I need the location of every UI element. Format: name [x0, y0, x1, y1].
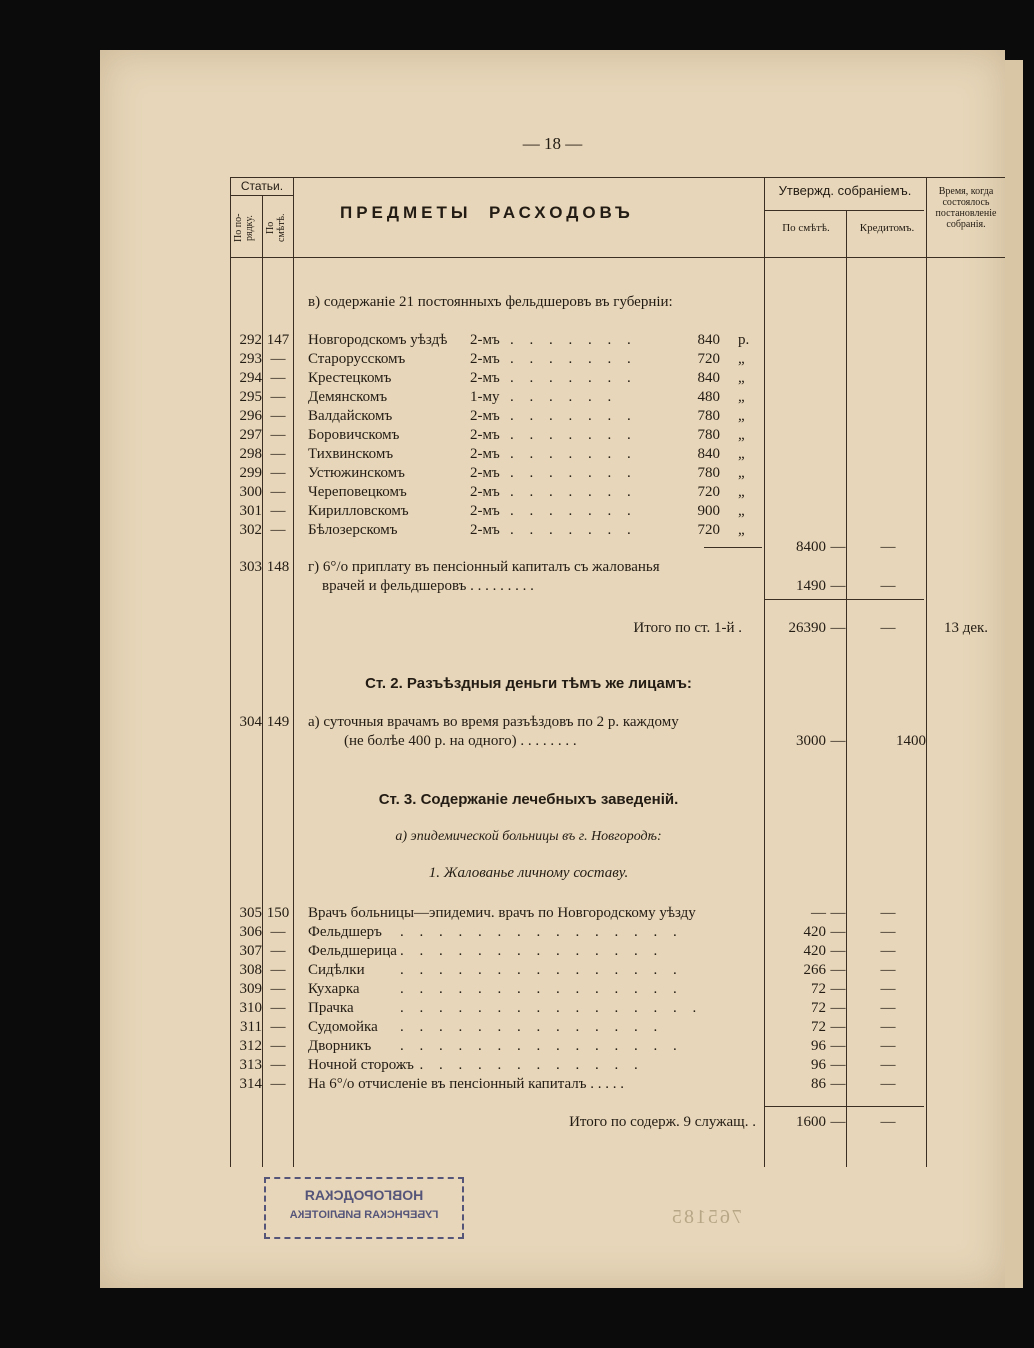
row-number: 299 [239, 465, 262, 481]
row-number: 311 [240, 1019, 262, 1035]
header-po-smete: По смѣтѣ. [782, 222, 830, 234]
row-leader-dots: . . . . . . . [510, 351, 637, 367]
faint-inventory-number: 765185 [670, 1206, 742, 1228]
kredit-dash: — [830, 981, 846, 997]
row-number: 305 [239, 905, 262, 921]
row-leader-dots: . . . . . . . . . . . . . [400, 1057, 644, 1073]
kredit-dash: — [830, 1076, 846, 1092]
row-estimate-number: — [270, 522, 286, 538]
row-amount: — [811, 905, 826, 921]
table-row [100, 558, 1005, 577]
row-leader-dots: . . . . . . . [510, 484, 637, 500]
kredit-dash: — [880, 1076, 896, 1092]
row-number: 302 [239, 522, 262, 538]
row-amount: 780 [697, 427, 720, 443]
row-estimate-number: — [270, 943, 286, 959]
row-quantity: 2-мъ [470, 332, 500, 348]
row-number: 300 [239, 484, 262, 500]
row-estimate-number: — [270, 484, 286, 500]
row-estimate-number: 149 [266, 714, 290, 730]
kredit-dash: — [880, 943, 896, 959]
stamp-line-2: ГУБЕРНСКАЯ БИБЛІОТЕКА [289, 1209, 439, 1221]
header-articles: Статьи. [240, 179, 284, 193]
itogo-time: 13 дек. [943, 620, 989, 636]
table-row [100, 713, 1005, 732]
row-name: а) суточныя врачамъ во время разъѣздовъ по 2 р. каждому [308, 714, 679, 730]
table-row [100, 732, 1005, 751]
row-number: 292 [239, 332, 262, 348]
kredit-dash: — [880, 1057, 896, 1073]
row-name: Устюжинскомъ [308, 465, 405, 481]
row-estimate-number: — [270, 427, 286, 443]
row-number: 296 [239, 408, 262, 424]
row-number: 298 [239, 446, 262, 462]
kredit-dash: — [830, 1038, 846, 1054]
itogo-label: Итого по содерж. 9 служащ. . [569, 1114, 756, 1130]
row-quantity: 2-мъ [470, 484, 500, 500]
kredit-dash: — [880, 539, 896, 555]
row-name: г) 6°/о приплату въ пенсіонный капиталъ съ жалованья [308, 559, 660, 575]
row-estimate-number: — [270, 1057, 286, 1073]
header-kreditom: Кредитомъ. [859, 222, 915, 234]
row-name: Фельдшеръ [308, 924, 382, 940]
kredit-dash: — [830, 1057, 846, 1073]
row-kredit: 1400 [896, 733, 926, 749]
table-row [100, 1056, 1005, 1075]
row-estimate-number: — [270, 1019, 286, 1035]
row-number: 293 [239, 351, 262, 367]
itogo-rule [764, 1106, 924, 1107]
kredit-dash: — [880, 1019, 896, 1035]
row-estimate-number: 147 [266, 332, 290, 348]
row-amount: 900 [697, 503, 720, 519]
row-leader-dots: . . . . . . . . . . . . . . . . [400, 1000, 703, 1016]
table-row [100, 577, 1005, 596]
row-unit: „ [738, 370, 745, 386]
row-amount: 720 [697, 351, 720, 367]
row-amount: 72 [811, 1000, 826, 1016]
row-name: Прачка [308, 1000, 354, 1016]
subtotal-value: 8400 [796, 539, 826, 555]
row-leader-dots: . . . . . . . . . . . . . . . [400, 924, 683, 940]
row-number: 295 [239, 389, 262, 405]
row-amount: 720 [697, 484, 720, 500]
row-amount: 266 [803, 962, 826, 978]
row-name: Демянскомъ [308, 389, 388, 405]
kredit-dash: — [830, 905, 846, 921]
itogo-row [100, 619, 1005, 638]
row-quantity: 2-мъ [470, 446, 500, 462]
table-row [100, 350, 1005, 369]
row-unit: „ [738, 522, 745, 538]
table-row [100, 331, 1005, 350]
row-quantity: 2-мъ [470, 465, 500, 481]
row-amount: 840 [697, 446, 720, 462]
kredit-dash: — [880, 962, 896, 978]
row-estimate-number: 150 [266, 905, 290, 921]
row-quantity: 2-мъ [470, 503, 500, 519]
header-time: Время, когда состоялось постановленіе собранія. [935, 186, 997, 230]
row-estimate-number: 148 [266, 559, 290, 575]
row-quantity: 2-мъ [470, 370, 500, 386]
document-page [100, 50, 1005, 1288]
kredit-dash: — [880, 578, 896, 594]
header-title: ПРЕДМЕТЫ РАСХОДОВЪ [340, 203, 634, 222]
table-row [100, 464, 1005, 483]
kredit-dash: — [830, 539, 846, 555]
subtotal-row [100, 538, 1005, 557]
table-row [100, 980, 1005, 999]
row-name: Тихвинскомъ [308, 446, 394, 462]
table-row [100, 999, 1005, 1018]
row-amount: 72 [811, 981, 826, 997]
row-estimate-number: — [270, 503, 286, 519]
row-unit: „ [738, 465, 745, 481]
row-amount: 780 [697, 408, 720, 424]
row-name-cont: врачей и фельдшеровъ . . . . . . . . . [322, 578, 534, 594]
itogo-value: 1600 [796, 1114, 826, 1130]
st2-title: Ст. 2. Разъѣздныя деньги тѣмъ же лицамъ: [365, 675, 692, 692]
stamp-line-1: НОВГОРОДСКАЯ [304, 1187, 424, 1203]
kredit-dash: — [880, 981, 896, 997]
row-estimate-number: — [270, 1076, 286, 1092]
kredit-dash: — [830, 620, 846, 636]
kredit-dash: — [830, 962, 846, 978]
kredit-dash: — [880, 924, 896, 940]
table-row [100, 407, 1005, 426]
row-leader-dots: . . . . . . . . . . . . . . . [400, 1038, 683, 1054]
row-name: Фельдшерица [308, 943, 397, 959]
table-row [100, 904, 1005, 923]
table-row [100, 1075, 1005, 1094]
itogo-row [100, 1113, 1005, 1132]
table-row [100, 502, 1005, 521]
st3-subtitle: а) эпидемической больницы въ г. Новгородѣ: [395, 829, 662, 844]
table-row [100, 426, 1005, 445]
row-number: 303 [239, 559, 262, 575]
adjacent-page-edge [1005, 60, 1023, 1288]
row-amount: 96 [811, 1038, 826, 1054]
table-row [100, 369, 1005, 388]
row-amount: 420 [803, 924, 826, 940]
row-name: Ночной сторожъ [308, 1057, 414, 1073]
row-unit: „ [738, 351, 745, 367]
row-number: 307 [239, 943, 262, 959]
row-amount: 420 [803, 943, 826, 959]
kredit-dash: — [830, 733, 846, 749]
row-number: 309 [239, 981, 262, 997]
kredit-dash: — [880, 1038, 896, 1054]
library-stamp [264, 1177, 464, 1239]
row-number: 301 [239, 503, 262, 519]
row-name: Дворникъ [308, 1038, 372, 1054]
row-estimate-number: — [270, 351, 286, 367]
kredit-dash: — [830, 578, 846, 594]
row-name: Кирилловскомъ [308, 503, 409, 519]
row-estimate-number: — [270, 981, 286, 997]
row-estimate-number: — [270, 370, 286, 386]
itogo-label: Итого по ст. 1-й . [633, 620, 742, 636]
row-name: Бѣлозерскомъ [308, 522, 398, 538]
row-leader-dots: . . . . . . [510, 389, 618, 405]
row-amount: 780 [697, 465, 720, 481]
row-amount: 3000 [796, 733, 826, 749]
row-name: Сидѣлки [308, 962, 365, 978]
itogo-value: 26390 [788, 620, 826, 636]
row-number: 310 [239, 1000, 262, 1016]
row-estimate-number: — [270, 389, 286, 405]
header-approved: Утвержд. собраніемъ. [778, 183, 912, 198]
row-unit: „ [738, 389, 745, 405]
row-name: Кухарка [308, 981, 360, 997]
table-row [100, 961, 1005, 980]
row-leader-dots: . . . . . . . [510, 503, 637, 519]
row-amount: 72 [811, 1019, 826, 1035]
row-name: Новгородскомъ уѣздѣ [308, 332, 448, 348]
table-row [100, 388, 1005, 407]
row-unit: „ [738, 427, 745, 443]
row-estimate-number: — [270, 446, 286, 462]
row-name: Череповецкомъ [308, 484, 407, 500]
row-leader-dots: . . . . . . . [510, 465, 637, 481]
section-v-title: в) содержаніе 21 постоянныхъ фельдшеровъ въ губерніи: [308, 294, 673, 310]
row-name-cont: (не болѣе 400 р. на одного) . . . . . . . . [344, 733, 577, 749]
row-leader-dots: . . . . . . . . . . . . . . [400, 943, 664, 959]
row-quantity: 2-мъ [470, 522, 500, 538]
row-name: Старорусскомъ [308, 351, 406, 367]
kredit-dash: — [830, 943, 846, 959]
row-amount: 1490 [796, 578, 826, 594]
header-bottom-rule [230, 257, 1005, 258]
table-row [100, 483, 1005, 502]
row-number: 314 [239, 1076, 262, 1092]
kredit-dash: — [830, 1000, 846, 1016]
row-number: 308 [239, 962, 262, 978]
row-estimate-number: — [270, 924, 286, 940]
row-name: Боровичскомъ [308, 427, 400, 443]
kredit-dash: — [880, 1114, 896, 1130]
row-quantity: 2-мъ [470, 351, 500, 367]
row-amount: 480 [697, 389, 720, 405]
row-name: Крестецкомъ [308, 370, 392, 386]
row-amount: 96 [811, 1057, 826, 1073]
row-leader-dots: . . . . . . . [510, 427, 637, 443]
row-estimate-number: — [270, 1038, 286, 1054]
row-number: 313 [239, 1057, 262, 1073]
table-row [100, 1037, 1005, 1056]
header-by-estimate: По смѣтѣ. [265, 213, 287, 243]
st3-subtitle-2: 1. Жалованье личному составу. [428, 865, 629, 881]
row-estimate-number: — [270, 1000, 286, 1016]
table-row [100, 445, 1005, 464]
table-row [100, 1018, 1005, 1037]
row-leader-dots: . . . . . . . [510, 522, 637, 538]
row-number: 312 [239, 1038, 262, 1054]
row-leader-dots: . . . . . . . [510, 446, 637, 462]
row-amount: 86 [811, 1076, 826, 1092]
page-number: — 18 — [522, 134, 583, 153]
row-leader-dots: . . . . . . . . . . . . . . [400, 1019, 664, 1035]
approved-rule [764, 210, 924, 211]
row-amount: 840 [697, 332, 720, 348]
row-number: 297 [239, 427, 262, 443]
table-top-rule [230, 177, 1005, 178]
st3-title: Ст. 3. Содержаніе лечебныхъ заведеній. [378, 791, 679, 808]
row-leader-dots: . . . . . . . [510, 332, 637, 348]
table-row [100, 923, 1005, 942]
row-leader-dots: . . . . . . . [510, 408, 637, 424]
itogo-rule [764, 599, 924, 600]
row-amount: 720 [697, 522, 720, 538]
row-name: Врачъ больницы—эпидемич. врачъ по Новгородскому уѣзду [308, 905, 696, 921]
row-estimate-number: — [270, 408, 286, 424]
kredit-dash: — [830, 1114, 846, 1130]
row-unit: р. [738, 332, 750, 348]
row-leader-dots: . . . . . . . [510, 370, 637, 386]
kredit-dash: — [880, 1000, 896, 1016]
row-amount: 840 [697, 370, 720, 386]
row-leader-dots: . . . . . . . . . . . . . . . [400, 981, 683, 997]
row-estimate-number: — [270, 962, 286, 978]
row-unit: „ [738, 408, 745, 424]
header-by-order: По по- рядку. [233, 213, 255, 243]
row-quantity: 2-мъ [470, 427, 500, 443]
row-number: 306 [239, 924, 262, 940]
table-row [100, 942, 1005, 961]
row-name: На 6°/о отчисленіе въ пенсіонный капиталъ . . . . . [308, 1076, 624, 1092]
row-number: 294 [239, 370, 262, 386]
row-name: Валдайскомъ [308, 408, 393, 424]
row-unit: „ [738, 484, 745, 500]
kredit-dash: — [830, 924, 846, 940]
kredit-dash: — [880, 905, 896, 921]
row-number: 304 [239, 714, 262, 730]
row-quantity: 1-му [470, 389, 500, 405]
row-name: Судомойка [308, 1019, 378, 1035]
row-leader-dots: . . . . . . . . . . . . . . . [400, 962, 683, 978]
kredit-dash: — [880, 620, 896, 636]
row-unit: „ [738, 503, 745, 519]
kredit-dash: — [830, 1019, 846, 1035]
row-estimate-number: — [270, 465, 286, 481]
row-unit: „ [738, 446, 745, 462]
row-quantity: 2-мъ [470, 408, 500, 424]
